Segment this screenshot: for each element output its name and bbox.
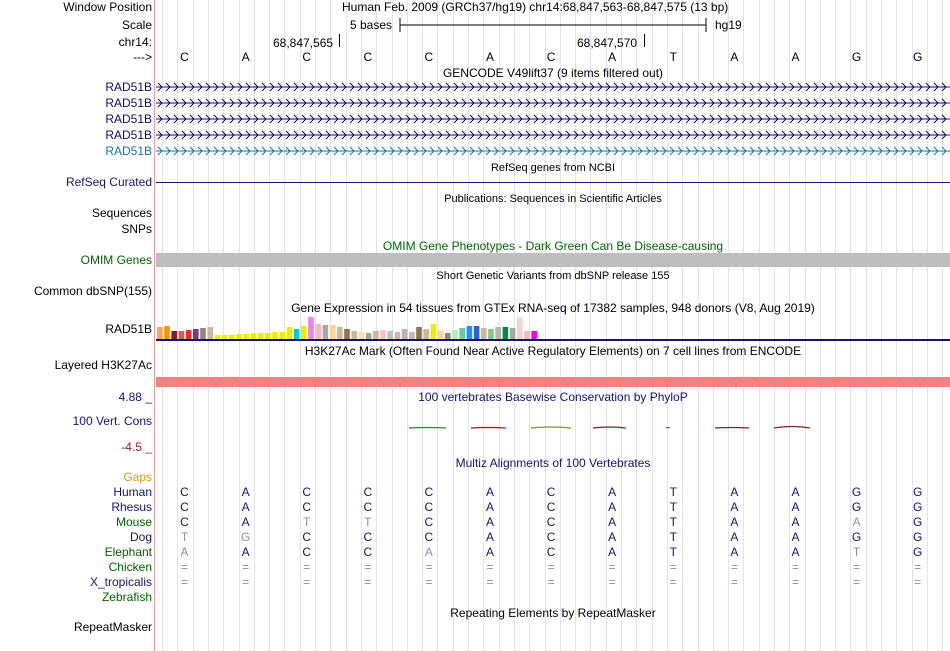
gencode-transcript[interactable] — [156, 146, 950, 156]
alignment-base: C — [363, 500, 373, 514]
gtex-tissue-bar[interactable] — [337, 327, 343, 339]
alignment-base: A — [485, 515, 494, 529]
gtex-tissue-bar[interactable] — [395, 332, 401, 339]
phylop-segment — [409, 428, 446, 429]
alignment-base: A — [608, 500, 617, 514]
alignment-base: C — [424, 515, 434, 529]
gtex-tissue-bar[interactable] — [517, 317, 523, 339]
gtex-tissue-bar[interactable] — [157, 327, 163, 339]
alignment-base: C — [546, 500, 556, 514]
alignment-base: C — [546, 530, 556, 544]
scale-label: Scale — [121, 18, 152, 32]
alignment-base: C — [546, 545, 556, 559]
species-label[interactable]: Rhesus — [111, 500, 152, 514]
gtex-tissue-bar[interactable] — [445, 333, 451, 339]
alignment-base: T — [669, 485, 677, 499]
track-image-area[interactable] — [156, 0, 950, 651]
gtex-tissue-bar[interactable] — [193, 329, 199, 339]
alignment-base: = — [547, 560, 555, 574]
ruler-position-1: 68,847,565 — [273, 36, 334, 50]
gtex-tissue-bar[interactable] — [402, 329, 408, 339]
reference-base: T — [669, 50, 677, 64]
gtex-tissue-bar[interactable] — [287, 327, 293, 339]
gtex-tissue-bar[interactable] — [294, 329, 300, 339]
alignment-base: G — [913, 530, 923, 544]
track-label-column — [0, 0, 154, 651]
alignment-base: A — [608, 530, 617, 544]
alignment-base: G — [913, 485, 923, 499]
refseq-curated-label[interactable]: RefSeq Curated — [65, 175, 152, 189]
alignment-base: = — [914, 575, 922, 589]
alignment-base: C — [302, 485, 312, 499]
gtex-tissue-bar[interactable] — [351, 331, 357, 339]
sequences-label[interactable]: Sequences — [91, 206, 152, 220]
alignment-base: A — [852, 515, 861, 529]
alignment-base: = — [791, 560, 799, 574]
alignment-base: T — [669, 530, 677, 544]
gtex-tissue-bar[interactable] — [495, 327, 501, 339]
gencode-label-1[interactable] — [105, 80, 152, 94]
gtex-tissue-bar[interactable] — [279, 332, 285, 339]
gencode-label-2[interactable] — [105, 96, 152, 110]
gtex-tissue-bar[interactable] — [380, 330, 386, 339]
omim-track-title: OMIM Gene Phenotypes - Dark Green Can Be Disease-causing — [382, 239, 724, 253]
alignment-base: A — [730, 545, 739, 559]
phylop-segment — [471, 428, 506, 429]
gtex-track-title: Gene Expression in 54 tissues from GTEx RNA-seq of 17382 samples, 948 donors (V8, Aug 2019) — [291, 301, 815, 315]
alignment-base: C — [302, 530, 312, 544]
gtex-tissue-bar[interactable] — [531, 331, 537, 339]
h3k27ac-signal[interactable] — [156, 377, 950, 387]
gtex-tissue-bar[interactable] — [467, 326, 473, 339]
gaps-label[interactable]: Gaps — [123, 470, 152, 484]
alignment-base: = — [303, 575, 311, 589]
gtex-tissue-bar[interactable] — [510, 328, 516, 339]
gencode-label-3[interactable] — [105, 112, 152, 126]
multiz-track-title: Multiz Alignments of 100 Vertebrates — [455, 456, 651, 470]
alignment-base: = — [425, 560, 433, 574]
gene-name: RAD51B — [105, 80, 152, 94]
gencode-transcript[interactable] — [156, 130, 950, 140]
window-position-label: Window Position — [63, 0, 152, 14]
phylop-segment — [531, 427, 571, 428]
gtex-tissue-bar[interactable] — [481, 328, 487, 339]
reference-base: C — [546, 50, 556, 64]
reference-base: A — [791, 50, 800, 64]
alignment-base: A — [791, 530, 800, 544]
alignment-base: = — [364, 560, 372, 574]
reference-base: A — [730, 50, 739, 64]
reference-base: G — [913, 50, 923, 64]
layered-h3k27ac-label[interactable]: Layered H3K27Ac — [54, 358, 152, 372]
gencode-track-title: GENCODE V49lift37 (9 items filtered out) — [442, 66, 664, 80]
alignment-base: A — [485, 545, 494, 559]
repeatmasker-track-title: Repeating Elements by RepeatMasker — [450, 606, 656, 620]
alignment-base: G — [913, 545, 923, 559]
species-label[interactable]: Zebrafish — [101, 590, 152, 604]
alignment-base: T — [303, 515, 311, 529]
alignment-base: C — [363, 485, 373, 499]
gtex-tissue-bar[interactable] — [164, 326, 170, 339]
alignment-base: A — [241, 515, 250, 529]
alignment-base: = — [608, 575, 616, 589]
alignment-base: = — [608, 560, 616, 574]
alignment-base: A — [730, 485, 739, 499]
gtex-tissue-bar[interactable] — [171, 331, 177, 339]
alignment-base: = — [303, 560, 311, 574]
gtex-tissue-bar[interactable] — [330, 325, 336, 339]
phylop-min-label: -4.5 _ — [121, 440, 152, 454]
omim-genes-label[interactable]: OMIM Genes — [80, 253, 152, 267]
gtex-expression-bars[interactable] — [156, 315, 950, 341]
alignment-base: C — [546, 515, 556, 529]
label-separator — [154, 0, 155, 651]
alignment-base: C — [180, 515, 189, 529]
alignment-base: T — [180, 530, 189, 544]
alignment-base: T — [669, 545, 677, 559]
reference-base: A — [608, 50, 617, 64]
alignment-base: A — [791, 515, 800, 529]
alignment-base: G — [851, 485, 862, 499]
gencode-transcript[interactable] — [156, 114, 950, 124]
gtex-tissue-bar[interactable] — [323, 325, 329, 339]
alignment-base: A — [180, 545, 189, 559]
gtex-tissue-bar[interactable] — [474, 326, 480, 339]
alignment-base: C — [546, 485, 556, 499]
alignment-base: = — [853, 560, 861, 574]
gtex-tissue-bar[interactable] — [200, 328, 206, 339]
gtex-tissue-bar[interactable] — [459, 328, 465, 339]
gencode-transcript[interactable] — [156, 98, 950, 108]
alignment-base: = — [791, 575, 799, 589]
alignment-base: A — [424, 545, 433, 559]
alignment-base: C — [302, 545, 312, 559]
publications-track-title: Publications: Sequences in Scientific Articles — [444, 193, 662, 205]
alignment-base: C — [424, 530, 434, 544]
gtex-tissue-bar[interactable] — [258, 333, 264, 339]
alignment-base: G — [851, 500, 862, 514]
reference-base: C — [424, 50, 434, 64]
gtex-tissue-bar[interactable] — [179, 331, 185, 339]
alignment-base: A — [791, 545, 800, 559]
alignment-base: A — [730, 530, 739, 544]
alignment-base: = — [547, 575, 555, 589]
alignment-base: C — [180, 500, 189, 514]
alignment-base: A — [241, 545, 250, 559]
alignment-base: = — [242, 575, 250, 589]
alignment-base: C — [363, 545, 373, 559]
alignment-base: A — [485, 530, 494, 544]
gtex-tissue-bar[interactable] — [265, 333, 271, 339]
gtex-tissue-bar[interactable] — [272, 332, 278, 339]
reference-base: C — [363, 50, 373, 64]
phylop-track-label[interactable]: 100 Vert. Cons — [72, 414, 152, 428]
snps-label[interactable]: SNPs — [121, 222, 152, 236]
alignment-base: G — [240, 530, 251, 544]
phylop-segment — [666, 428, 670, 429]
scale-db: hg19 — [715, 18, 742, 32]
gtex-tissue-bar[interactable] — [215, 335, 221, 339]
window-position-value: Human Feb. 2009 (GRCh37/hg19) chr14:68,847,563-68,847,575 (13 bp) — [342, 0, 729, 14]
gtex-tissue-bar[interactable] — [207, 327, 213, 339]
gtex-tissue-bar[interactable] — [243, 334, 249, 339]
alignment-base: = — [730, 575, 738, 589]
alignment-base: T — [852, 545, 861, 559]
alignment-base: A — [730, 515, 739, 529]
gtex-tissue-bar[interactable] — [359, 332, 365, 339]
alignment-base: A — [241, 500, 250, 514]
alignment-base: C — [424, 500, 434, 514]
alignment-base: A — [730, 500, 739, 514]
alignment-base: A — [485, 500, 494, 514]
gtex-tissue-bar[interactable] — [236, 334, 242, 339]
alignment-base: = — [669, 560, 677, 574]
gene-name: RAD51B — [105, 112, 152, 126]
alignment-base: = — [180, 575, 188, 589]
alignment-base: C — [424, 485, 434, 499]
gtex-tissue-bar[interactable] — [416, 327, 422, 339]
alignment-base: = — [425, 575, 433, 589]
gtex-tissue-bar[interactable] — [387, 331, 393, 339]
gtex-tissue-bar[interactable] — [503, 327, 509, 339]
alignment-base: T — [669, 515, 677, 529]
gene-name: RAD51B — [105, 128, 152, 142]
phylop-conservation-graph[interactable] — [156, 418, 950, 438]
species-label[interactable]: Chicken — [108, 560, 152, 574]
species-label[interactable]: Mouse — [115, 515, 152, 529]
omim-phenotype-bar[interactable] — [156, 253, 950, 267]
scale-bar — [398, 17, 710, 33]
species-label[interactable]: Human — [113, 485, 152, 499]
scale-bar-text: 5 bases — [350, 18, 393, 32]
alignment-base: C — [363, 530, 373, 544]
reference-base: G — [851, 50, 862, 64]
species-label[interactable]: Dog — [129, 530, 152, 544]
ruler-position-2: 68,847,570 — [577, 36, 638, 50]
alignment-base: G — [913, 500, 923, 514]
alignment-base: = — [486, 575, 494, 589]
alignment-base: = — [853, 575, 861, 589]
gencode-label-4[interactable] — [105, 128, 152, 142]
alignment-base: A — [485, 485, 494, 499]
alignment-base: = — [730, 560, 738, 574]
gtex-tissue-bar[interactable] — [222, 335, 228, 339]
h3k27ac-track-title: H3K27Ac Mark (Often Found Near Active Regulatory Elements) on 7 cell lines from ENCODE — [304, 344, 802, 358]
species-label[interactable]: Elephant — [104, 545, 152, 559]
gtex-tissue-bar[interactable] — [366, 333, 372, 339]
alignment-base: A — [608, 515, 617, 529]
reference-base: C — [302, 50, 312, 64]
gencode-transcript[interactable] — [156, 82, 950, 92]
alignment-base: A — [608, 485, 617, 499]
gtex-tissue-bar[interactable] — [431, 324, 437, 339]
gene-name: RAD51B — [105, 96, 152, 110]
alignment-base: A — [608, 545, 617, 559]
gene-name: RAD51B — [105, 144, 152, 158]
gtex-tissue-bar[interactable] — [423, 329, 429, 339]
ruler-tick-1 — [339, 34, 340, 47]
species-label[interactable]: X_tropicalis — [89, 575, 152, 589]
gtex-tissue-bar[interactable] — [373, 331, 379, 339]
alignment-base: = — [364, 575, 372, 589]
alignment-base: T — [669, 500, 677, 514]
gtex-gene-label[interactable]: RAD51B — [105, 322, 152, 336]
alignment-base: G — [851, 530, 862, 544]
reference-base: C — [180, 50, 189, 64]
alignment-base: A — [791, 500, 800, 514]
repeatmasker-label[interactable]: RepeatMasker — [73, 620, 152, 634]
phylop-track-title: 100 vertebrates Basewise Conservation by PhyloP — [418, 390, 688, 404]
gtex-tissue-bar[interactable] — [524, 331, 530, 339]
alignment-base: C — [302, 500, 312, 514]
alignment-base: G — [913, 515, 923, 529]
alignment-base: = — [180, 560, 188, 574]
phylop-segment — [715, 428, 749, 429]
gencode-label-5[interactable] — [105, 144, 152, 158]
reference-base: A — [485, 50, 494, 64]
gtex-tissue-bar[interactable] — [438, 331, 444, 339]
gtex-tissue-bar[interactable] — [251, 333, 257, 339]
alignment-base: A — [241, 485, 250, 499]
phylop-segment — [774, 427, 810, 429]
gtex-tissue-bar[interactable] — [186, 330, 192, 339]
gtex-tissue-bar[interactable] — [409, 332, 415, 339]
gtex-tissue-bar[interactable] — [308, 317, 314, 339]
gtex-tissue-bar[interactable] — [229, 335, 235, 339]
alignment-base: = — [486, 560, 494, 574]
dbsnp-track-title: Short Genetic Variants from dbSNP release 155 — [436, 270, 670, 282]
alignment-base: = — [242, 560, 250, 574]
gtex-tissue-bar[interactable] — [344, 329, 350, 339]
gtex-tissue-bar[interactable] — [488, 329, 494, 339]
alignment-base: C — [180, 485, 189, 499]
alignment-base: A — [791, 485, 800, 499]
alignment-base: T — [364, 515, 372, 529]
common-dbsnp-label[interactable]: Common dbSNP(155) — [33, 284, 152, 298]
gtex-tissue-bar[interactable] — [301, 326, 307, 339]
gtex-tissue-bar[interactable] — [315, 324, 321, 339]
alignment-base: = — [669, 575, 677, 589]
phylop-max-label: 4.88 _ — [118, 390, 152, 404]
strand-arrow-label: ---> — [133, 50, 152, 64]
phylop-segment — [593, 427, 626, 428]
refseq-gene-line[interactable] — [156, 182, 950, 183]
reference-base: A — [241, 50, 250, 64]
refseq-track-title: RefSeq genes from NCBI — [490, 162, 616, 174]
gtex-tissue-bar[interactable] — [452, 330, 458, 339]
chromosome-label: chr14: — [118, 35, 152, 49]
ruler-tick-2 — [644, 34, 645, 47]
alignment-base: = — [914, 560, 922, 574]
